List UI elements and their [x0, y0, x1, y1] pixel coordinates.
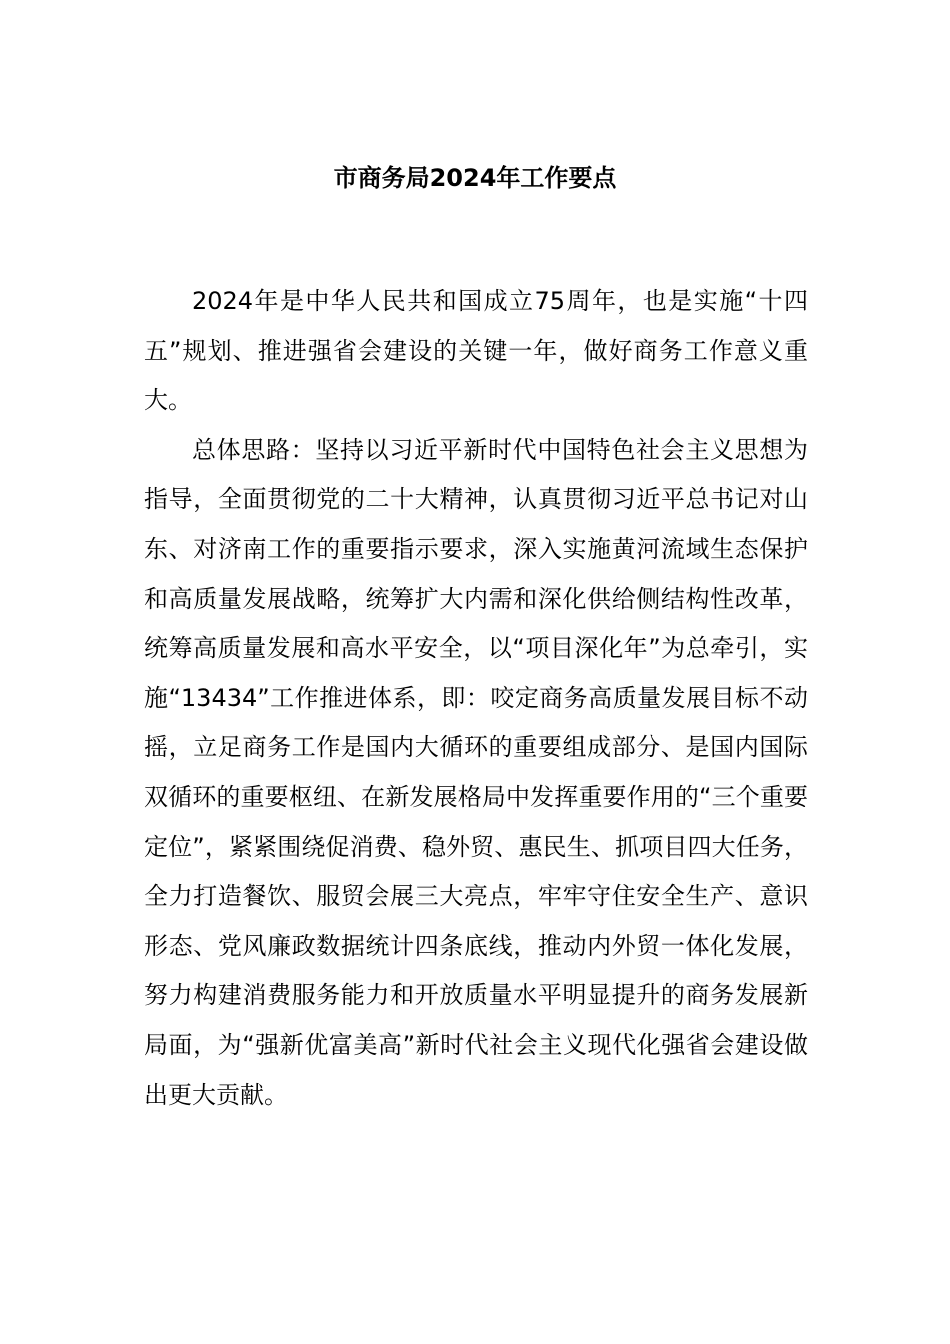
page-title: 市商务局2024年工作要点: [333, 164, 617, 192]
document-body: [144, 277, 808, 1120]
paragraph-intro: 2024年是中华人民共和国成立75周年，也是实施“十四五”规划、推进强省会建设的关键一年，做好商务工作意义重大。: [144, 287, 808, 415]
paragraph-overall-approach: 总体思路：坚持以习近平新时代中国特色社会主义思想为指导，全面贯彻党的二十大精神，认真贯彻习近平总书记对山东、对济南工作的重要指示要求，深入实施黄河流域生态保护和高质量发展战略，统筹扩大内需和深化供给侧结构性改革，统筹高质量发展和高水平安全，以“项目深化年”为总牵引，实施“13434”工作推进体系，即：咬定商务高质量发展目标不动摇，立足商务工作是国内大循环的重要组成部分、是国内国际双循环的重要枢纽、在新发展格局中发挥重要作用的“三个重要定位”，紧紧围绕促消费、稳外贸、惠民生、抓项目四大任务，全力打造餐饮、服贸会展三大亮点，牢牢守住安全生产、意识形态、党风廉政数据统计四条底线，推动内外贸一体化发展，努力构建消费服务能力和开放质量水平明显提升的商务发展新局面，为“强新优富美高”新时代社会主义现代化强省会建设做出更大贡献。: [144, 435, 808, 1109]
